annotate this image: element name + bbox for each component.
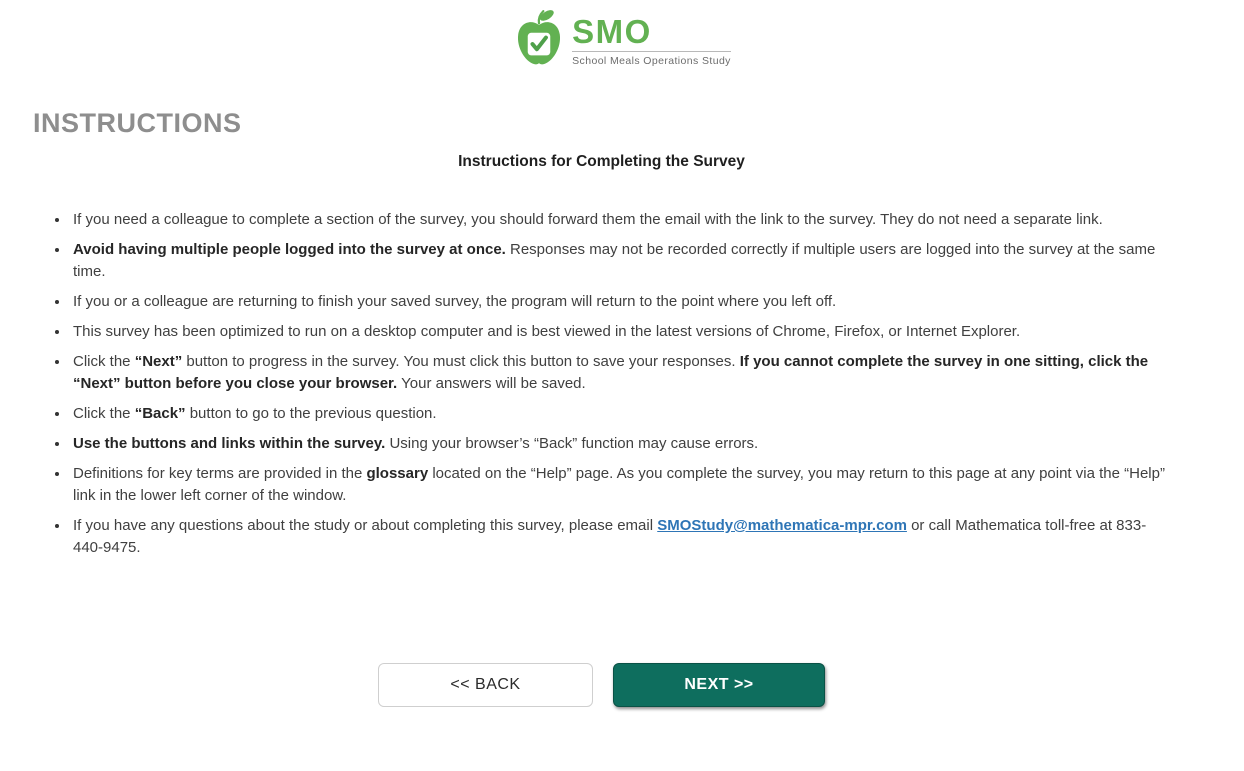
instruction-text: located on the “Help” page. As you complete the survey, you may return to this page at any point via the “Help” link in the lower left corner of the window. (73, 465, 1165, 504)
logo-text (572, 13, 731, 67)
instruction-text-bold: If you cannot complete the survey in one sitting, click the “Next” button before you close your browser. (73, 353, 1149, 392)
instruction-text: button to progress in the survey. You must click this button to save your responses. (182, 353, 740, 370)
survey-heading: Instructions for Completing the Survey (458, 153, 745, 170)
instruction-text: Definitions for key terms are provided in the (73, 465, 367, 482)
instruction-text: If you need a colleague to complete a section of the survey, you should forward them the email with the link to the survey. They do not need a separate link. (73, 211, 1103, 228)
instruction-text-bold: Avoid having multiple people logged into the survey at once. (73, 241, 506, 258)
instructions-list (33, 209, 1170, 559)
smo-logo (513, 8, 731, 68)
page-title: INSTRUCTIONS (33, 108, 242, 138)
header (0, 0, 1244, 68)
instruction-text-bold: glossary (366, 465, 429, 482)
content (33, 108, 1170, 707)
instruction-text: button to go to the previous question. (185, 405, 437, 422)
email-link[interactable]: SMOStudy@mathematica-mpr.com (657, 517, 907, 534)
instruction-text: Click the (73, 405, 135, 422)
next-button[interactable]: NEXT >> (613, 663, 825, 707)
logo-tagline: School Meals Operations Study (572, 51, 731, 67)
instruction-item (70, 515, 1170, 559)
instruction-text: If you or a colleague are returning to finish your saved survey, the program will return to the point where you left off. (73, 293, 837, 310)
instruction-text-bold: “Back” (134, 405, 186, 422)
instruction-text: Your answers will be saved. (397, 375, 586, 392)
instruction-text: If you have any questions about the study or about completing this survey, please email (73, 517, 658, 534)
instruction-item (70, 321, 1170, 343)
instruction-text: Responses may not be recorded correctly if multiple users are logged into the survey at the same time. (73, 241, 1156, 280)
instruction-text-bold: Use the buttons and links within the survey. (73, 435, 386, 452)
logo-acronym: SMO (572, 13, 652, 50)
back-button[interactable]: << BACK (378, 663, 593, 707)
instruction-text: Using your browser’s “Back” function may cause errors. (385, 435, 759, 452)
instruction-item (70, 463, 1170, 507)
instruction-item (70, 291, 1170, 313)
instruction-item (70, 351, 1170, 395)
instruction-text-bold: “Next” (134, 353, 183, 370)
instruction-item (70, 209, 1170, 231)
instruction-text: This survey has been optimized to run on a desktop computer and is best viewed in the latest versions of Chrome, Firefox, or Internet Explorer. (73, 323, 1021, 340)
instruction-text: Click the (73, 353, 135, 370)
instruction-text: or call Mathematica toll-free at 833-440-9475. (73, 517, 1147, 556)
instruction-item (70, 239, 1170, 283)
button-row (33, 663, 1170, 707)
instruction-item (70, 403, 1170, 425)
apple-checkmark-icon (513, 8, 565, 68)
instruction-item (70, 433, 1170, 455)
